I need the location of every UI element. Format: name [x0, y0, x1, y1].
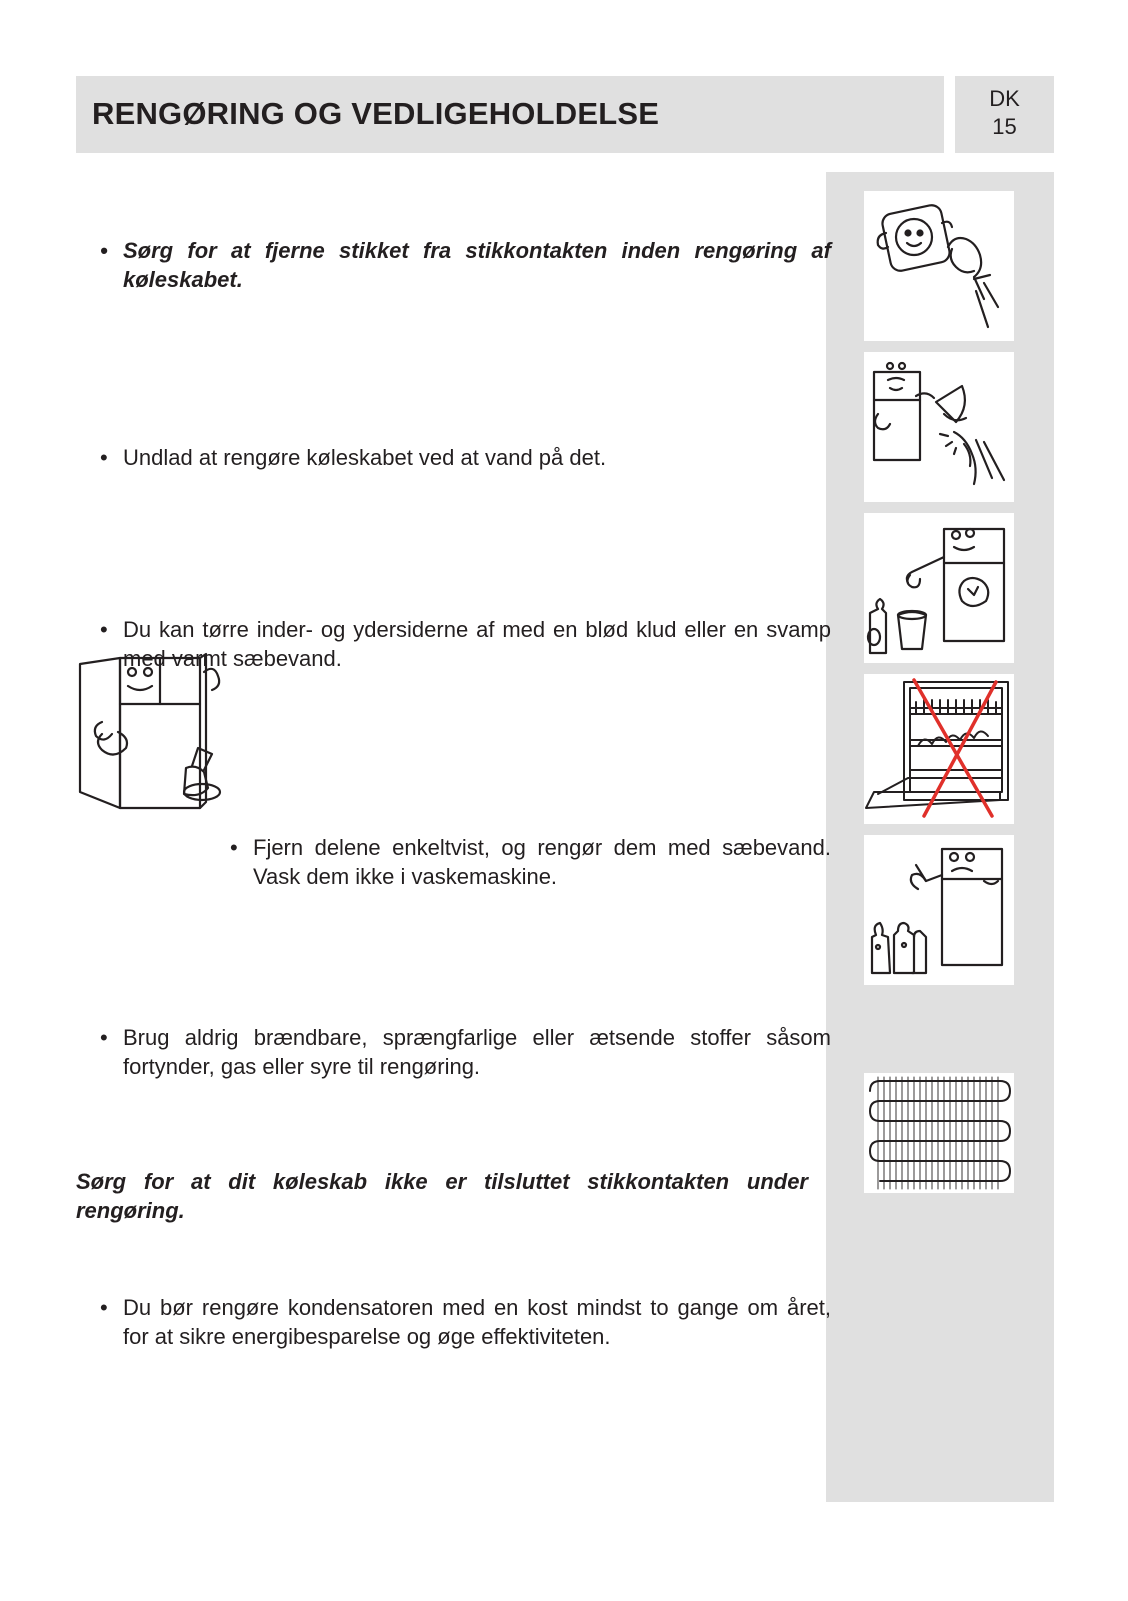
- bullet-marker: •: [100, 1295, 108, 1320]
- fridge-parts-cleaning-icon: [76, 652, 232, 822]
- list-item: [230, 833, 831, 891]
- bullet-text-condenser: Du bør rengøre kondensatoren med en kost mindst to gange om året, for at sikre energibesparelse og øge effektiviteten.: [123, 1295, 831, 1349]
- list-item: [100, 615, 831, 673]
- no-water-spray-icon: [864, 352, 1014, 502]
- wipe-with-soap-icon: [864, 513, 1014, 663]
- bullet-marker: •: [100, 445, 108, 470]
- bullet-text-unplug: Sørg for at fjerne stikket fra stikkontakten inden rengøring af køleskabet.: [123, 238, 831, 292]
- footer-warning-note: Sørg for at dit køleskab ikke er tilsluttet stikkontakten under rengøring.: [76, 1169, 808, 1223]
- bullet-marker: •: [100, 238, 108, 263]
- language-page-box: [955, 76, 1054, 153]
- list-item: [100, 236, 831, 294]
- no-dishwasher-icon: [864, 674, 1014, 824]
- bullet-marker: •: [100, 617, 108, 642]
- bullet-marker: •: [230, 835, 238, 860]
- bullet-text-wipe: Du kan tørre inder- og ydersiderne af med en blød klud eller en svamp med varmt sæbevand.: [123, 617, 831, 671]
- bullet-marker: •: [100, 1025, 108, 1050]
- language-code: DK: [989, 86, 1020, 111]
- list-item: [100, 1023, 831, 1081]
- no-chemicals-icon: [864, 835, 1014, 985]
- bullet-text-parts: Fjern delene enkeltvist, og rengør dem med sæbevand. Vask dem ikke i vaskemaskine.: [253, 835, 831, 889]
- condenser-coil-icon: [864, 1073, 1014, 1193]
- unplug-icon: [864, 191, 1014, 341]
- bullet-text-no-water: Undlad at rengøre køleskabet ved at vand på det.: [123, 445, 607, 470]
- list-item: [100, 1293, 831, 1351]
- page-title: RENGØRING OG VEDLIGEHOLDELSE: [92, 96, 660, 131]
- list-item: [100, 443, 831, 472]
- bullet-text-chemicals: Brug aldrig brændbare, sprængfarlige eller ætsende stoffer såsom fortynder, gas eller syre til rengøring.: [123, 1025, 831, 1079]
- page-number: 15: [992, 114, 1017, 139]
- header-bar: [76, 76, 944, 153]
